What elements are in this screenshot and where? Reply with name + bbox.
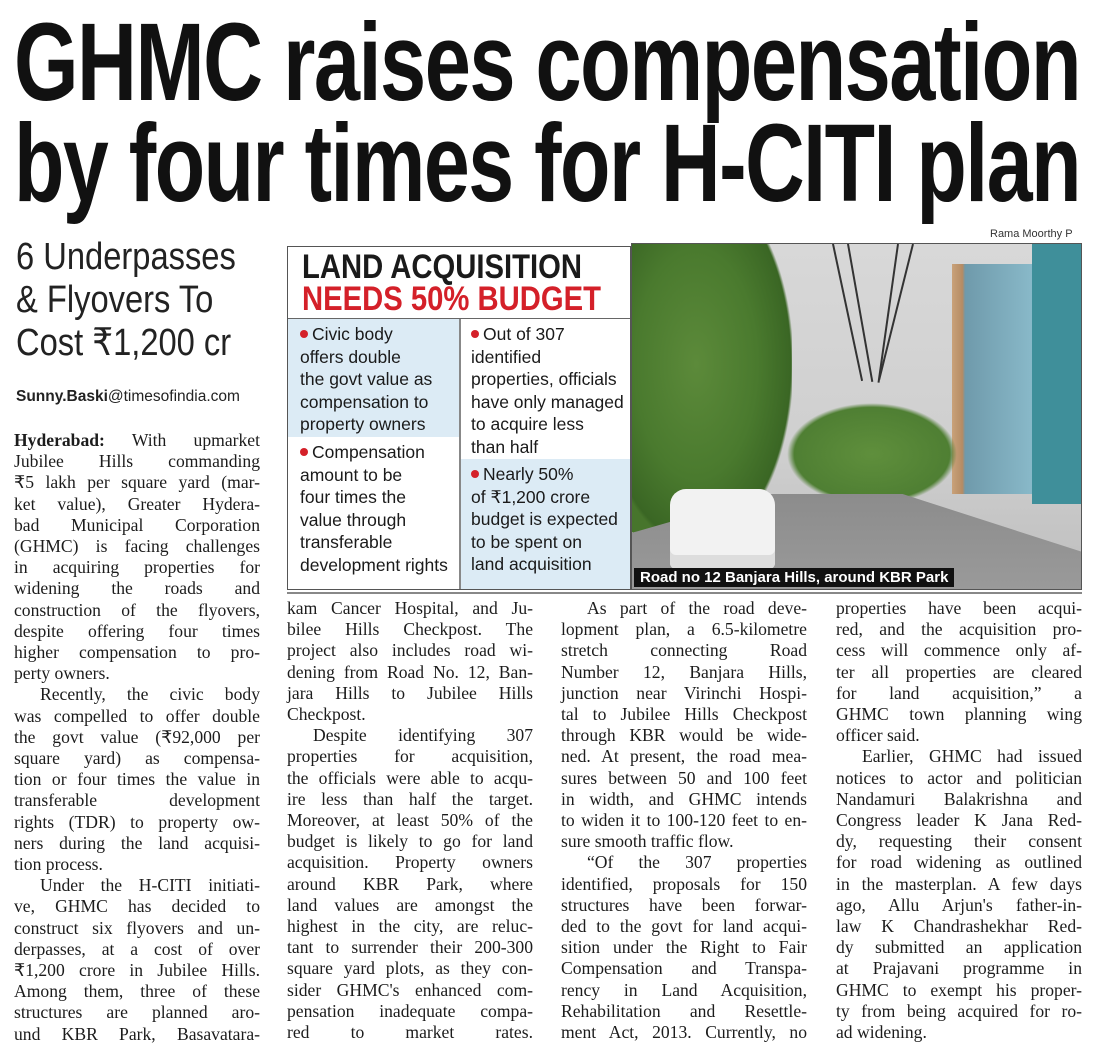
article-line [836,725,1082,746]
article-text: und KBR Park, Basavatara- [14,1023,260,1044]
article-line [287,640,533,661]
article-text: tion process. [14,854,103,875]
article-text: in width, and GHMC intends [561,788,807,809]
info-point-line [300,391,455,414]
article-line [14,812,260,833]
article-text: properties for acquisition, [287,746,533,767]
article-text: the govt value (₹92,000 per [14,726,260,747]
article-text: kam Cancer Hospital, and Ju- [287,598,533,618]
info-point-text: property owners [300,414,426,435]
article-text: transferable development [14,790,260,811]
article-line [836,768,1082,789]
article-line [287,598,533,619]
article-text: junction near Virinchi Hospi- [561,682,807,703]
info-box [287,246,631,590]
headline [14,1,1082,225]
article-text: Among them, three of these [14,981,260,1002]
article-text: Congress leader K Jana Red- [836,810,1082,831]
article-text: acquisition. Property owners [287,852,533,873]
article-line [836,980,1082,1001]
headline-line-2: by four times for H-CITI plan [14,102,1080,225]
article-text: red to market rates. [287,1022,533,1043]
headline-line-1: GHMC raises compensation [14,1,1080,124]
article-line [14,472,260,493]
article-line [14,536,260,557]
article-text: tion or four times the value in [14,769,260,790]
article-line [561,704,807,725]
article-text: dy, requesting their consent [836,831,1082,852]
article-column-4 [836,598,1082,1043]
article-text: ve, GHMC has decided to [14,896,260,917]
article-line [561,980,807,1001]
info-point [459,459,630,589]
article-line [14,430,260,451]
article-text: Checkpost. [287,704,366,725]
article-line [287,831,533,852]
article-line [14,727,260,748]
info-point-line [471,436,626,459]
article-text: GHMC to exempt his proper- [836,979,1082,1000]
article-line [561,937,807,958]
info-point [459,319,630,459]
article-line [836,895,1082,916]
info-box-title-line-2: NEEDS 50% BUDGET [302,280,601,318]
info-point-line [300,486,455,509]
article-line [836,598,1082,619]
article-text: project also includes road wi- [287,640,533,661]
photo-wire [847,244,873,382]
article-line [561,683,807,704]
article-line [14,748,260,769]
photo-car [670,489,775,569]
article-line [14,684,260,705]
info-point-text: Compensation [312,442,425,462]
info-point-text: offers double [300,346,401,367]
article-text: “Of the 307 properties [587,852,807,873]
info-point-line [471,323,626,346]
article-text: ire less than half the target. [287,788,533,809]
article-line [14,769,260,790]
bullet-icon [471,470,479,478]
info-point-line [300,441,455,464]
info-point-line [300,413,455,436]
article-text: dy submitted an application [836,937,1082,958]
article-line [836,852,1082,873]
article-line [14,833,260,854]
byline-domain: @timesofindia.com [107,388,240,405]
article-line [836,810,1082,831]
article-line [561,852,807,873]
subheadline-line: & Flyovers To [16,279,214,321]
info-box-title-line-1: LAND ACQUISITION [302,248,582,286]
article-line [287,958,533,979]
article-text: stretch connecting Road [561,640,807,661]
article-line [14,790,260,811]
article-line [14,981,260,1002]
info-point-text: Civic body [312,324,393,344]
info-box-divider [459,319,461,589]
article-line [14,960,260,981]
article-line [14,918,260,939]
article-line [561,598,807,619]
article-text: land values are amongst the [287,894,533,915]
article-line [836,683,1082,704]
article-line [836,916,1082,937]
article-text: cess will commence only af- [836,640,1082,661]
info-point-line [471,508,626,531]
article-text: ment Act, 2013. Currently, no [561,1022,807,1043]
subheadline-line: Cost ₹1,200 cr [16,322,232,364]
article-line [836,789,1082,810]
article-text: GHMC town planning wing [836,704,1082,725]
article-text: sure smooth traffic flow. [561,831,734,852]
article-text: square yard plots, as they con- [287,958,533,979]
article-line [14,557,260,578]
info-point-line [471,346,626,369]
article-text: ners during the land acquisi- [14,832,260,853]
article-text: officer said. [836,725,920,746]
info-point-text: budget is expected [471,509,618,530]
article-text: square yard) as compensa- [14,748,260,769]
article-line [836,1001,1082,1022]
article-text: through KBR would be wide- [561,725,807,746]
article-text: Under the H-CITI initiati- [40,875,260,896]
article-text: jara Hills to Jubilee Hills [287,682,533,703]
article-text: rency in Land Acquisition, [561,979,807,1000]
info-point-text: properties, officials [471,369,617,390]
info-point-text: transferable [300,532,393,553]
article-line [14,875,260,896]
article-line [561,725,807,746]
article-text: ty from being acquired for ro- [836,1000,1082,1021]
info-point-line [300,346,455,369]
article-line [14,896,260,917]
photo-wire [878,244,913,380]
info-box-title [288,247,630,319]
article-line [14,600,260,621]
article-line [14,663,260,684]
article-text: derpasses, at a cost of over [14,938,260,959]
article-text: higher compensation to pro- [14,642,260,663]
article-line [836,1022,1082,1043]
article-line [836,958,1082,979]
article-line [14,1002,260,1023]
article-text: ad widening. [836,1022,927,1043]
article-line [14,939,260,960]
article-line [287,704,533,725]
article-line [561,895,807,916]
article-text: notices to actor and politician [836,767,1082,788]
article-line [287,810,533,831]
article-text: Despite identifying 307 [313,725,533,746]
article-text: Nandamuri Balakrishna and [836,788,1082,809]
article-line [14,451,260,472]
article-line [836,746,1082,767]
article-text: ned. At present, the road mea- [561,746,807,767]
info-point-text: identified [471,346,542,367]
article-text: ded to the govt for land acqui- [561,916,807,937]
bullet-icon [300,330,308,338]
article-text: ter all properties are cleared [836,661,1082,682]
info-point [288,319,459,437]
article-text: around KBR Park, where [287,873,533,894]
article-text: sures between 50 and 100 feet [561,767,807,788]
info-point-text: amount to be [300,464,403,485]
article-line [836,937,1082,958]
dateline: Hyderabad: [14,430,105,450]
article-text: bilee Hills Checkpost. The [287,619,533,640]
article-line [836,640,1082,661]
article-text: Number 12, Banjara Hills, [561,661,807,682]
info-point-line [471,413,626,436]
article-line [287,980,533,1001]
article-text: ago, Allu Arjun's father-in- [836,894,1082,915]
info-point-text: development rights [300,554,448,575]
article-line [14,515,260,536]
article-line [287,789,533,810]
article-line [287,1022,533,1043]
article-line [561,916,807,937]
photo-caption: Road no 12 Banjara Hills, around KBR Park [634,568,954,587]
article-line [287,916,533,937]
article-text: to widen it to 100-120 feet to en- [561,810,807,831]
article-text: red, and the acquisition pro- [836,619,1082,640]
article-line [561,768,807,789]
article-text: was compelled to offer double [14,705,260,726]
article-text: construct six flyovers and un- [14,917,260,938]
info-point-text: have only managed [471,391,624,412]
article-text: for road widening as outlined [836,852,1082,873]
article-text: construction of the flyovers, [14,599,260,620]
article-line [14,642,260,663]
info-point-line [471,368,626,391]
info-point-text: Nearly 50% [483,464,574,484]
article-text: in acquiring properties for [14,557,260,578]
article-line [561,662,807,683]
info-point-line [300,554,455,577]
article-text: As part of the road deve- [587,598,807,618]
article-text: identified, proposals for 150 [561,873,807,894]
info-point-text: compensation to [300,391,429,412]
article-column-3 [561,598,807,1043]
article-line [14,1024,260,1045]
info-point-text: the govt value as [300,369,433,390]
article-line [836,662,1082,683]
article-line [561,810,807,831]
article-line [561,789,807,810]
article-text: despite offering four times [14,620,260,641]
article-text: ₹5 lakh per square yard (mar- [14,472,260,493]
article-line [287,619,533,640]
bullet-icon [300,448,308,456]
article-text: dening from Road No. 12, Ban- [287,661,533,682]
street-photo [631,243,1082,590]
article-text: the officials were able to acqu- [287,767,533,788]
article-line [836,619,1082,640]
info-point-line [300,368,455,391]
article-text: highest in the city, are reluc- [287,916,533,937]
article-line [836,704,1082,725]
article-line [561,1022,807,1043]
article-text: widening the roads and [14,578,260,599]
article-text: Recently, the civic body [40,684,260,705]
article-text: perty owners. [14,663,110,684]
article-text: (GHMC) is facing challenges [14,536,260,557]
info-point-text: Out of 307 [483,324,565,344]
info-point-line [471,553,626,576]
info-point-text: to be spent on [471,531,582,552]
article-text: With upmarket [131,430,260,450]
article-line [561,874,807,895]
article-text: tant to surrender their 200-300 [287,937,533,958]
article-text: tal to Jubilee Hills Checkpost [561,704,807,725]
article-line [14,854,260,875]
info-point-text: four times the [300,487,407,508]
article-line [287,895,533,916]
byline [16,388,240,406]
article-line [14,621,260,642]
article-line [287,852,533,873]
article-text: Compensation and Transpa- [561,958,807,979]
article-line [836,831,1082,852]
info-point-line [300,323,455,346]
info-point-line [300,464,455,487]
article-line [287,746,533,767]
article-text: pensation inadequate compa- [287,1000,533,1021]
article-text: structures have been forwar- [561,894,807,915]
info-point-line [471,463,626,486]
column-rule [287,592,1082,594]
article-text: for land acquisition,” a [836,682,1082,703]
article-text: properties have been acqui- [836,598,1082,618]
article-line [287,683,533,704]
byline-name: Sunny.Baski [16,388,108,405]
article-line [287,874,533,895]
info-point-text: to acquire less [471,414,584,435]
article-text: law K Chandrashekhar Red- [836,916,1082,937]
article-line [561,1001,807,1022]
article-text: sider GHMC's enhanced com- [287,979,533,1000]
article-text: structures are planned aro- [14,1002,260,1023]
article-text: ₹1,200 crore in Jubilee Hills. [14,960,260,981]
subheadline-line: 6 Underpasses [16,236,236,278]
bullet-icon [471,330,479,338]
info-point-line [471,531,626,554]
article-line [14,578,260,599]
article-line [287,937,533,958]
info-point [288,437,459,589]
info-point-line [471,391,626,414]
info-point-text: of ₹1,200 crore [471,486,591,507]
info-point-line [300,531,455,554]
article-line [14,494,260,515]
article-text: budget is likely to go for land [287,831,533,852]
article-text: lopment plan, a 6.5-kilometre [561,619,807,640]
article-line [561,958,807,979]
info-box-points [288,319,630,589]
article-line [14,706,260,727]
subheadline [16,236,271,365]
article-line [561,831,807,852]
article-text: ket value), Greater Hydera- [14,493,260,514]
info-point-text: land acquisition [471,554,592,575]
info-point-text: value through [300,509,407,530]
article-text: sition under the Right to Fair [561,937,807,958]
article-column-2 [287,598,533,1043]
article-line [287,1001,533,1022]
article-text: in the masterplan. A few days [836,873,1082,894]
article-text: at Prajavani programme in [836,958,1082,979]
article-line [287,662,533,683]
article-line [287,768,533,789]
info-point-line [471,486,626,509]
article-text: Earlier, GHMC had issued [862,746,1082,767]
article-text: Rehabilitation and Resettle- [561,1000,807,1021]
article-line [561,640,807,661]
article-line [561,619,807,640]
photo-wire [832,244,863,381]
article-text: Jubilee Hills commanding [14,451,260,472]
article-line [287,725,533,746]
article-text: bad Municipal Corporation [14,514,260,535]
article-text: rights (TDR) to property ow- [14,811,260,832]
photo-building-glass [1032,244,1082,504]
info-point-line [300,509,455,532]
info-point-text: than half [471,436,539,457]
photo-credit: Rama Moorthy P [990,228,1073,240]
article-line [836,874,1082,895]
article-column-1 [14,430,260,1045]
article-text: Moreover, at least 50% of the [287,810,533,831]
article-line [561,746,807,767]
